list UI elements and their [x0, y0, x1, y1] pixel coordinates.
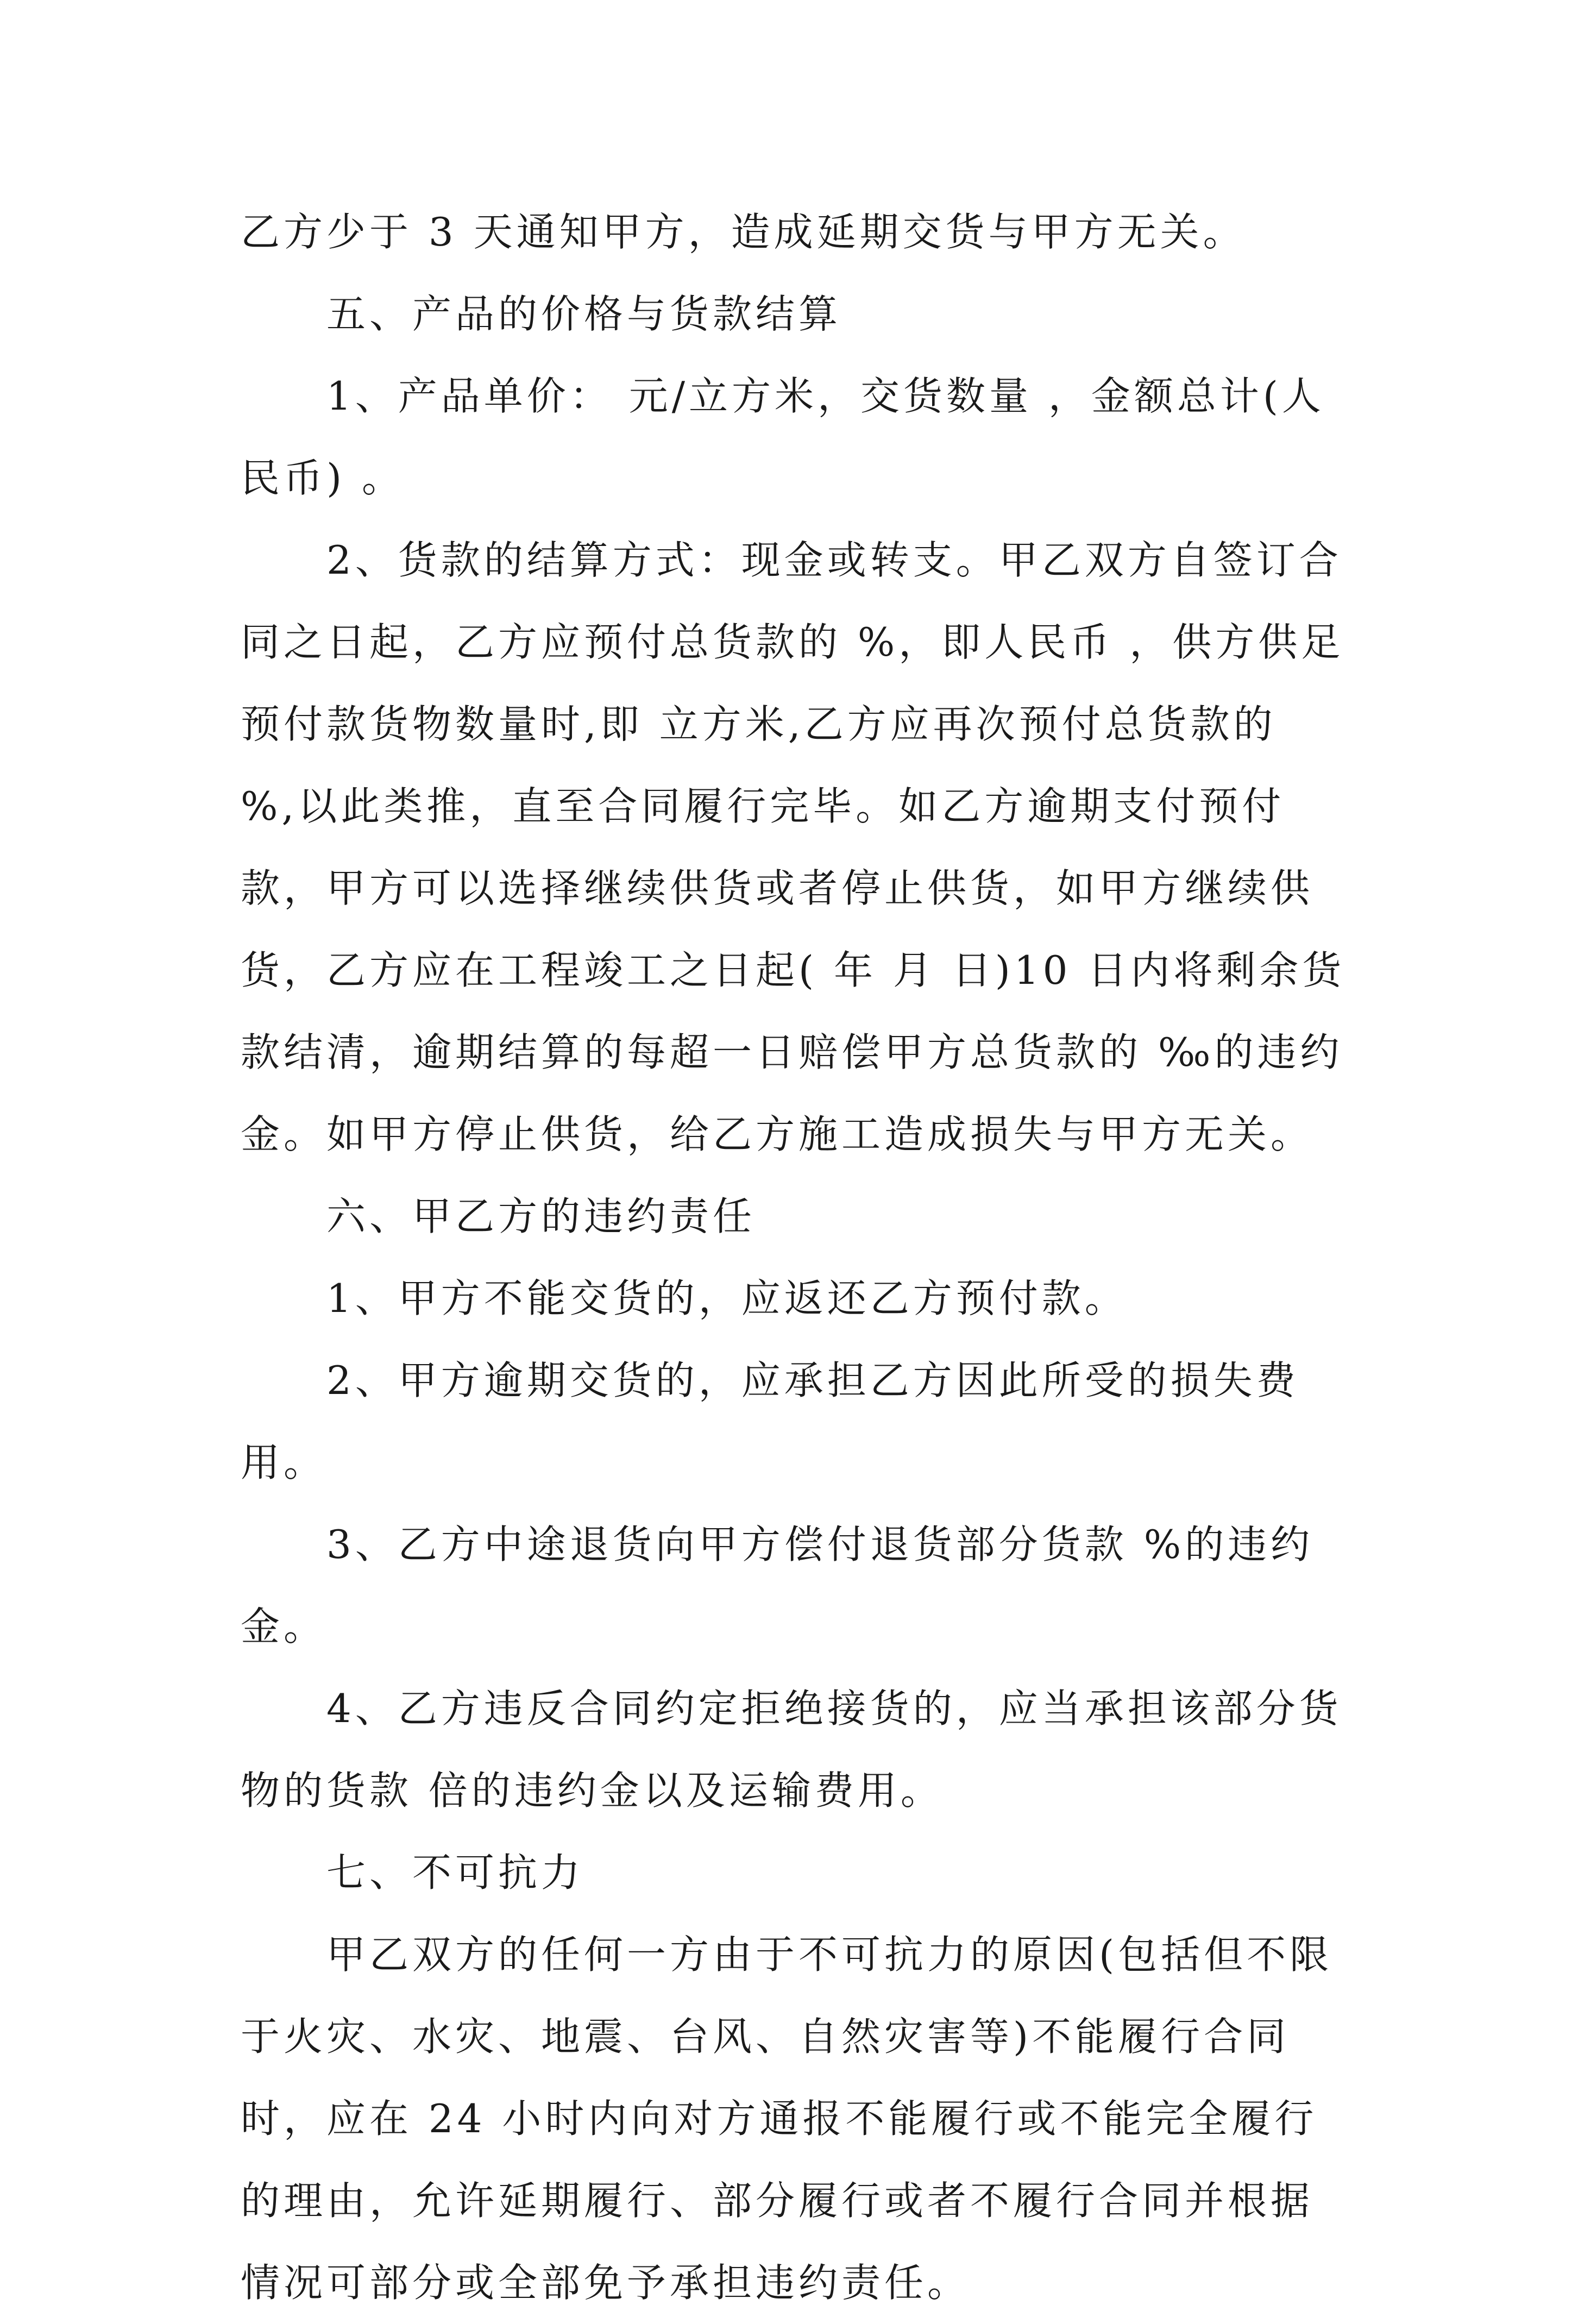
section-heading-price-payment: 五、产品的价格与货款结算: [326, 291, 842, 337]
clause-liability-4: 4、乙方违反合同约定拒绝接货的，应当承担该部分货物的货款 倍的违约金以及运输费用。: [241, 1686, 1342, 1813]
clause-liability-1: 1、甲方不能交货的，应返还乙方预付款。: [326, 1276, 1128, 1321]
paragraph-continuation: 乙方少于 3 天通知甲方，造成延期交货与甲方无关。: [241, 209, 1246, 255]
clause-liability-2: 2、甲方逾期交货的，应承担乙方因此所受的损失费用。: [241, 1358, 1299, 1485]
document-body: [241, 191, 1349, 2324]
section-heading-liability: 六、甲乙方的违约责任: [326, 1194, 756, 1239]
clause-liability-3: 3、乙方中途退货向甲方偿付退货部分货款 %的违约金。: [241, 1522, 1314, 1649]
section-heading-force-majeure: 七、不可抗力: [326, 1850, 584, 1895]
clause-payment-method: 2、货款的结算方式：现金或转支。甲乙双方自签订合同之日起，乙方应预付总货款的 %，即人民币 ，供方供足预付款货物数量时,即 立方米,乙方应再次预付总货款的 %,以此类推，直至合同履行完毕。如乙方逾期支付预付款，甲方可以选择继续供货或者停止供货，如甲方继续供货，乙方应在工程竣工之日起( 年 月 日)10 日内将剩余货款结清，逾期结算的每超一日赔偿甲方总货款的 ‰的违约金。如甲方停止供货，给乙方施工造成损失与甲方无关。: [241, 537, 1345, 1157]
clause-unit-price: 1、产品单价： 元/立方米，交货数量 ，金额总计(人民币) 。: [241, 373, 1325, 501]
clause-force-majeure: 甲乙双方的任何一方由于不可抗力的原因(包括但不限于火灾、水灾、地震、台风、自然灾害等)不能履行合同时，应在 24 小时内向对方通报不能履行或不能完全履行的理由，允许延期履行、部分履行或者不履行合同并根据情况可部分或全部免予承担违约责任。: [241, 1932, 1333, 2306]
